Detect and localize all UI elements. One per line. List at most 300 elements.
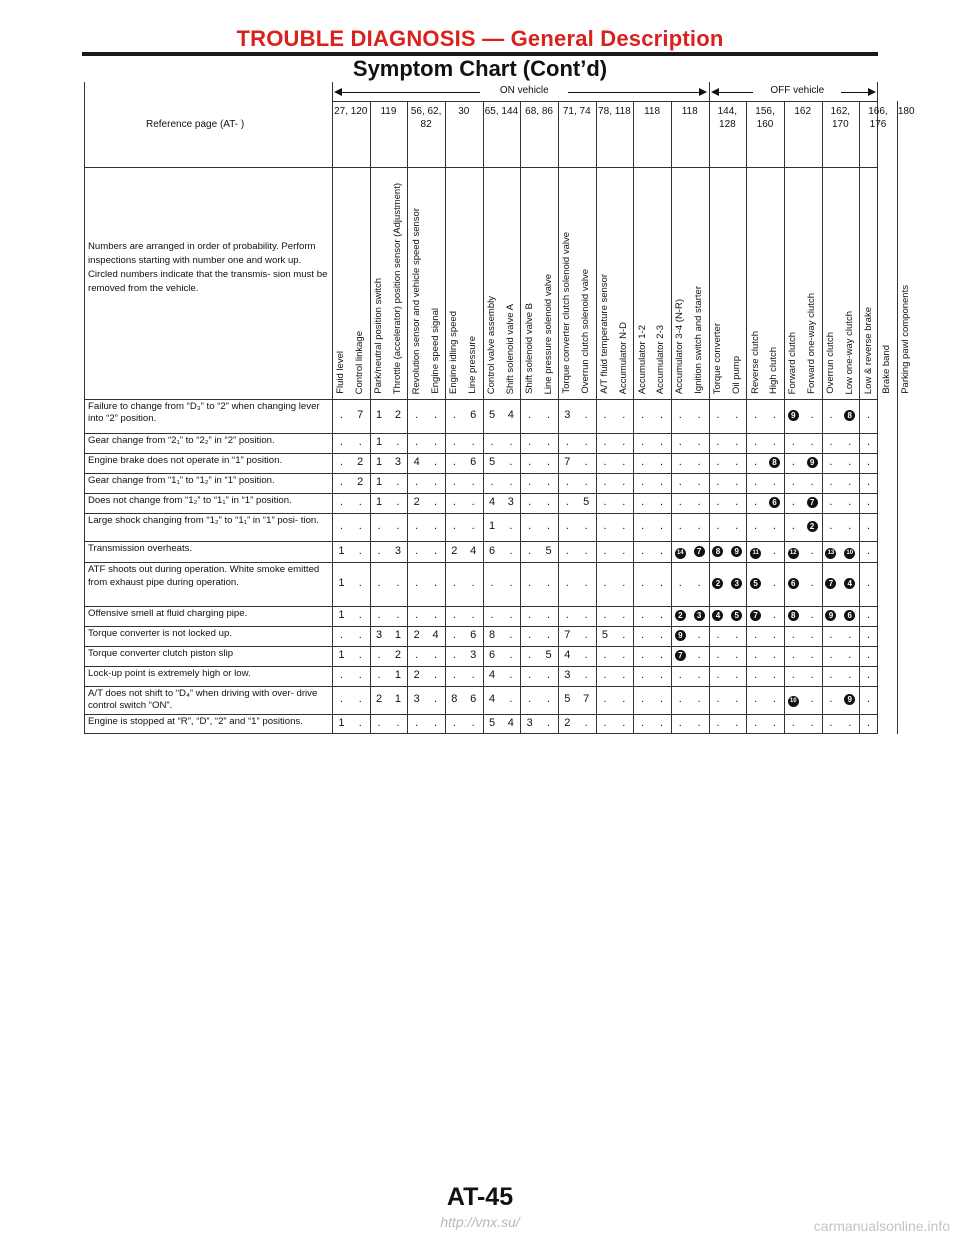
probability-value: . [622, 456, 626, 469]
probability-value: . [358, 628, 362, 641]
off-vehicle-arrow-right [868, 88, 876, 96]
probability-value: . [603, 476, 607, 489]
probability-value: . [622, 716, 626, 729]
probability-value: . [584, 628, 588, 641]
probability-value: . [528, 628, 532, 641]
probability-value: . [678, 409, 682, 422]
row-divider [84, 453, 878, 454]
probability-value: 1 [375, 409, 383, 422]
probability-value: . [509, 692, 513, 705]
probability-value: . [434, 716, 438, 729]
probability-value: . [659, 692, 663, 705]
probability-value: . [716, 668, 720, 681]
probability-value: . [377, 577, 381, 590]
probability-value: . [565, 520, 569, 533]
probability-value: . [678, 456, 682, 469]
probability-value: . [528, 608, 532, 621]
reference-page: 162 [794, 106, 812, 117]
probability-value: . [509, 456, 513, 469]
circled-number: 9 [807, 457, 818, 468]
probability-value: . [546, 608, 551, 621]
probability-value: . [490, 608, 494, 621]
probability-value: . [603, 436, 607, 449]
probability-value: . [641, 577, 645, 590]
probability-value: . [867, 648, 871, 661]
probability-value: . [772, 668, 776, 681]
circled-value [727, 545, 746, 557]
component-name: Overrun clutch [824, 332, 836, 394]
probability-value: . [641, 456, 645, 469]
probability-value: . [810, 648, 814, 661]
probability-value: . [641, 409, 645, 422]
probability-value: . [339, 692, 343, 705]
symptom-label: Gear change from “2₁” to “2₂” in “2” position. [88, 435, 275, 447]
circled-value [803, 520, 822, 532]
probability-value: . [434, 648, 438, 661]
probability-value: . [509, 577, 513, 590]
circled-number: 9 [731, 546, 742, 557]
probability-value: . [565, 608, 569, 621]
component-name: Fluid level [335, 351, 347, 394]
probability-value: . [528, 577, 532, 590]
probability-value: . [490, 476, 494, 489]
reference-page: 78, 118 [598, 106, 631, 117]
component-name: Reverse clutch [749, 331, 761, 394]
probability-value: . [528, 692, 532, 705]
component-name: Brake band [881, 345, 893, 394]
probability-value: . [697, 436, 701, 449]
probability-value: . [829, 456, 833, 469]
circled-number: 9 [788, 410, 799, 421]
circled-value [709, 609, 728, 621]
probability-value: . [829, 520, 833, 533]
probability-value: . [396, 520, 400, 533]
probability-value: 2 [413, 668, 420, 681]
probability-value: . [810, 608, 814, 621]
reference-page: 162, 170 [830, 106, 851, 130]
probability-value: 5 [601, 628, 609, 641]
circled-number: 8 [844, 410, 855, 421]
circled-number: 7 [750, 610, 761, 621]
probability-value: . [528, 520, 532, 533]
probability-value: . [415, 577, 419, 590]
probability-value: . [434, 544, 438, 557]
row-divider [84, 473, 878, 474]
probability-value: . [810, 692, 814, 705]
component-name: Torque converter clutch solenoid valve [561, 232, 573, 394]
header-divider [84, 399, 878, 400]
probability-value: 6 [488, 648, 496, 661]
probability-value: . [735, 668, 739, 681]
probability-value: 5 [564, 692, 571, 705]
probability-value: . [659, 456, 663, 469]
probability-value: . [829, 409, 833, 422]
circled-value [840, 577, 859, 589]
probability-value: . [697, 496, 701, 509]
probability-value: 4 [488, 496, 496, 509]
probability-value: 3 [394, 544, 401, 557]
probability-value: . [509, 668, 513, 681]
reference-page: 180 [897, 106, 915, 117]
circled-value [784, 545, 803, 559]
probability-value: . [867, 476, 871, 489]
component-name: Throttle (accelerator) position sensor (Adjustment) [391, 182, 403, 394]
probability-value: . [452, 668, 456, 681]
probability-value: . [829, 648, 833, 661]
probability-value: . [546, 456, 551, 469]
reference-page: 118 [644, 106, 661, 117]
probability-value: . [641, 496, 645, 509]
probability-value: . [546, 496, 551, 509]
probability-value: . [509, 608, 513, 621]
probability-value: 2 [413, 496, 420, 509]
circled-value [840, 545, 859, 559]
row-divider [84, 686, 878, 687]
probability-value: . [471, 496, 475, 509]
probability-value: . [772, 648, 776, 661]
probability-value: . [603, 692, 607, 705]
probability-value: . [678, 476, 682, 489]
probability-value: 2 [357, 456, 364, 469]
probability-value: 3 [413, 692, 420, 705]
probability-value: . [471, 716, 475, 729]
probability-value: . [641, 544, 645, 557]
watermark: carmanualsonline.info [813, 1218, 950, 1234]
probability-value: . [754, 716, 758, 729]
probability-value: . [339, 628, 343, 641]
probability-value: . [772, 520, 776, 533]
probability-value: . [735, 436, 739, 449]
probability-value: . [867, 436, 871, 449]
probability-value: . [867, 577, 871, 590]
probability-value: . [678, 436, 682, 449]
row-divider [84, 541, 878, 542]
probability-value: 4 [507, 716, 514, 729]
circled-value [803, 456, 822, 468]
probability-value: . [339, 436, 343, 449]
probability-value: 1 [375, 476, 383, 489]
probability-value: . [754, 409, 758, 422]
probability-value: . [791, 648, 795, 661]
circled-number: 3 [694, 610, 705, 621]
probability-value: . [622, 577, 626, 590]
component-name: Oil pump [730, 355, 742, 394]
probability-value: . [546, 692, 551, 705]
probability-value: . [697, 409, 701, 422]
probability-value: . [641, 476, 645, 489]
probability-value: . [641, 668, 645, 681]
probability-value: . [735, 520, 739, 533]
probability-value: . [377, 520, 381, 533]
probability-value: . [471, 476, 475, 489]
probability-value: . [754, 476, 758, 489]
probability-value: . [396, 476, 400, 489]
probability-value: . [546, 668, 551, 681]
probability-value: . [452, 648, 456, 661]
circled-number: 10 [844, 548, 855, 559]
symptom-label: Engine brake does not operate in “1” position. [88, 455, 283, 467]
probability-value: . [546, 476, 551, 489]
probability-value: . [754, 648, 758, 661]
probability-value: . [867, 496, 871, 509]
probability-value: . [358, 692, 362, 705]
circled-value [671, 545, 690, 559]
probability-value: . [867, 668, 871, 681]
probability-value: . [603, 668, 607, 681]
probability-value: . [697, 668, 701, 681]
probability-value: 3 [564, 668, 571, 681]
probability-value: . [735, 628, 739, 641]
probability-value: . [434, 456, 438, 469]
probability-value: . [867, 520, 871, 533]
probability-value: . [490, 577, 494, 590]
probability-value: 1 [394, 668, 401, 681]
probability-value: 6 [470, 628, 477, 641]
probability-value: . [339, 668, 343, 681]
probability-value: . [528, 409, 532, 422]
component-name: Parking pawl components [900, 285, 912, 394]
probability-value: 4 [507, 409, 514, 422]
probability-value: . [848, 716, 852, 729]
probability-value: . [829, 692, 833, 705]
probability-value: . [867, 409, 871, 422]
probability-value: . [791, 716, 795, 729]
probability-value: . [584, 409, 588, 422]
row-divider [84, 493, 878, 494]
probability-value: 1 [394, 692, 401, 705]
probability-value: . [434, 520, 438, 533]
probability-value: . [641, 608, 645, 621]
component-name: Accumulator N-D [617, 321, 629, 394]
probability-value: . [622, 409, 626, 422]
probability-value: . [339, 520, 343, 533]
probability-value: . [452, 409, 456, 422]
band-divider [332, 101, 878, 102]
circled-value [840, 409, 859, 421]
probability-value: 6 [470, 409, 477, 422]
reference-page: 27, 120 [334, 106, 368, 117]
row-divider [84, 562, 878, 563]
probability-value: . [791, 436, 795, 449]
probability-value: 2 [564, 716, 571, 729]
probability-value: 1 [338, 544, 345, 557]
probability-value: . [867, 628, 871, 641]
ref-row-divider [84, 167, 878, 168]
probability-value: 1 [488, 520, 496, 533]
component-name: Revolution sensor and vehicle speed sensor [410, 207, 422, 394]
probability-value: . [584, 456, 588, 469]
probability-value: . [528, 668, 532, 681]
symptom-label: Does not change from “1₂” to “1₁” in “1” position. [88, 495, 292, 507]
probability-value: . [452, 577, 456, 590]
probability-value: . [659, 476, 663, 489]
probability-value: . [772, 716, 776, 729]
probability-value: . [791, 520, 795, 533]
probability-value: . [716, 648, 720, 661]
probability-value: . [754, 436, 758, 449]
row-divider [84, 626, 878, 627]
instructions-text: Numbers are arranged in order of probability. Perform inspections starting with number one and work up. Circled numbers indicate that the transmis- sion must be removed from the vehicle. [88, 241, 328, 294]
circled-value [746, 545, 765, 559]
probability-value: . [546, 520, 551, 533]
circled-value [709, 545, 728, 557]
probability-value: . [622, 436, 626, 449]
probability-value: . [434, 409, 438, 422]
probability-value: . [509, 544, 513, 557]
probability-value: . [415, 648, 419, 661]
row-divider [84, 433, 878, 434]
probability-value: . [565, 436, 569, 449]
probability-value: . [622, 628, 626, 641]
probability-value: . [452, 716, 456, 729]
component-name: Low & reverse brake [862, 306, 874, 394]
probability-value: . [791, 496, 795, 509]
probability-value: . [716, 456, 720, 469]
probability-value: . [546, 409, 551, 422]
reference-page-label: Reference page (AT- ) [146, 119, 245, 130]
probability-value: . [546, 716, 551, 729]
circled-value [840, 693, 859, 705]
probability-value: . [810, 409, 814, 422]
probability-value: . [735, 456, 739, 469]
probability-value: . [772, 409, 776, 422]
circled-number: 7 [807, 497, 818, 508]
probability-value: 1 [338, 577, 345, 590]
reference-page: 166, 176 [868, 106, 888, 130]
probability-value: . [358, 577, 362, 590]
frame-left [84, 82, 85, 734]
circled-value [822, 577, 841, 589]
circled-number: 2 [712, 578, 723, 589]
component-name: Overrun clutch solenoid valve [580, 269, 592, 394]
probability-value: . [697, 476, 701, 489]
probability-value: . [697, 716, 701, 729]
probability-value: . [452, 608, 456, 621]
symptom-chart [84, 82, 915, 734]
probability-value: . [584, 668, 588, 681]
reference-page: 118 [681, 106, 698, 117]
probability-value: . [452, 436, 456, 449]
on-vehicle-arrow-left [334, 88, 342, 96]
probability-value: . [697, 648, 701, 661]
probability-value: 5 [488, 409, 496, 422]
probability-value: . [603, 648, 607, 661]
probability-value: . [716, 409, 720, 422]
probability-value: . [716, 436, 720, 449]
probability-value: . [641, 628, 645, 641]
probability-value: . [622, 692, 626, 705]
probability-value: 7 [357, 409, 364, 422]
probability-value: . [848, 496, 852, 509]
reference-page: 68, 86 [525, 106, 553, 117]
probability-value: 8 [451, 692, 458, 705]
probability-value: . [622, 648, 626, 661]
circled-number: 12 [788, 548, 799, 559]
probability-value: . [810, 716, 814, 729]
circled-number: 7 [675, 650, 686, 661]
probability-value: . [678, 692, 682, 705]
probability-value: 4 [432, 628, 439, 641]
probability-value: . [452, 628, 456, 641]
probability-value: . [358, 544, 362, 557]
probability-value: . [528, 544, 532, 557]
reference-page: 119 [380, 106, 397, 117]
probability-value: . [546, 628, 551, 641]
circled-value [727, 577, 746, 589]
probability-value: . [735, 716, 739, 729]
probability-value: . [659, 668, 663, 681]
probability-value: 4 [470, 544, 477, 557]
probability-value: . [622, 608, 626, 621]
section-title: TROUBLE DIAGNOSIS — General Description [236, 26, 724, 51]
probability-value: . [678, 520, 682, 533]
probability-value: . [829, 668, 833, 681]
probability-value: . [659, 436, 663, 449]
probability-value: . [791, 456, 795, 469]
probability-value: . [471, 436, 475, 449]
probability-value: . [622, 496, 626, 509]
probability-value: 4 [564, 648, 571, 661]
probability-value: . [791, 476, 795, 489]
probability-value: 1 [338, 648, 345, 661]
probability-value: . [659, 628, 663, 641]
circled-value [727, 609, 746, 621]
probability-value: . [377, 544, 381, 557]
circled-value [690, 609, 709, 621]
probability-value: . [565, 476, 569, 489]
probability-value: . [339, 496, 343, 509]
circled-number: 14 [675, 548, 686, 559]
probability-value: . [565, 544, 569, 557]
probability-value: . [848, 436, 852, 449]
reference-page: 71, 74 [562, 106, 591, 117]
circled-value [709, 577, 728, 589]
probability-value: . [434, 476, 438, 489]
probability-value: . [754, 496, 758, 509]
symptom-label: Failure to change from “D₃” to “2” when changing lever into “2” position. [88, 401, 320, 425]
probability-value: . [772, 577, 776, 590]
probability-value: 7 [564, 456, 571, 469]
group-divider [897, 101, 898, 734]
probability-value: . [584, 544, 588, 557]
probability-value: . [641, 716, 645, 729]
probability-value: . [659, 648, 663, 661]
probability-value: . [754, 668, 758, 681]
circled-number: 13 [825, 548, 836, 559]
probability-value: . [396, 608, 400, 621]
probability-value: . [716, 496, 720, 509]
probability-value: . [810, 628, 814, 641]
probability-value: . [772, 544, 776, 557]
circled-value [671, 629, 690, 641]
probability-value: . [584, 520, 588, 533]
circled-value [784, 609, 803, 621]
component-name: Forward one-way clutch [806, 293, 818, 394]
probability-value: 6 [470, 692, 477, 705]
probability-value: . [546, 577, 551, 590]
component-name: Control valve assembly [486, 295, 498, 394]
probability-value: . [622, 476, 626, 489]
probability-value: . [452, 476, 456, 489]
probability-value: 1 [375, 436, 383, 449]
probability-value: . [565, 496, 569, 509]
probability-value: . [867, 544, 871, 557]
component-name: Low one-way clutch [843, 310, 855, 394]
probability-value: . [358, 496, 362, 509]
probability-value: . [754, 628, 758, 641]
probability-value: . [641, 520, 645, 533]
probability-value: . [678, 716, 682, 729]
